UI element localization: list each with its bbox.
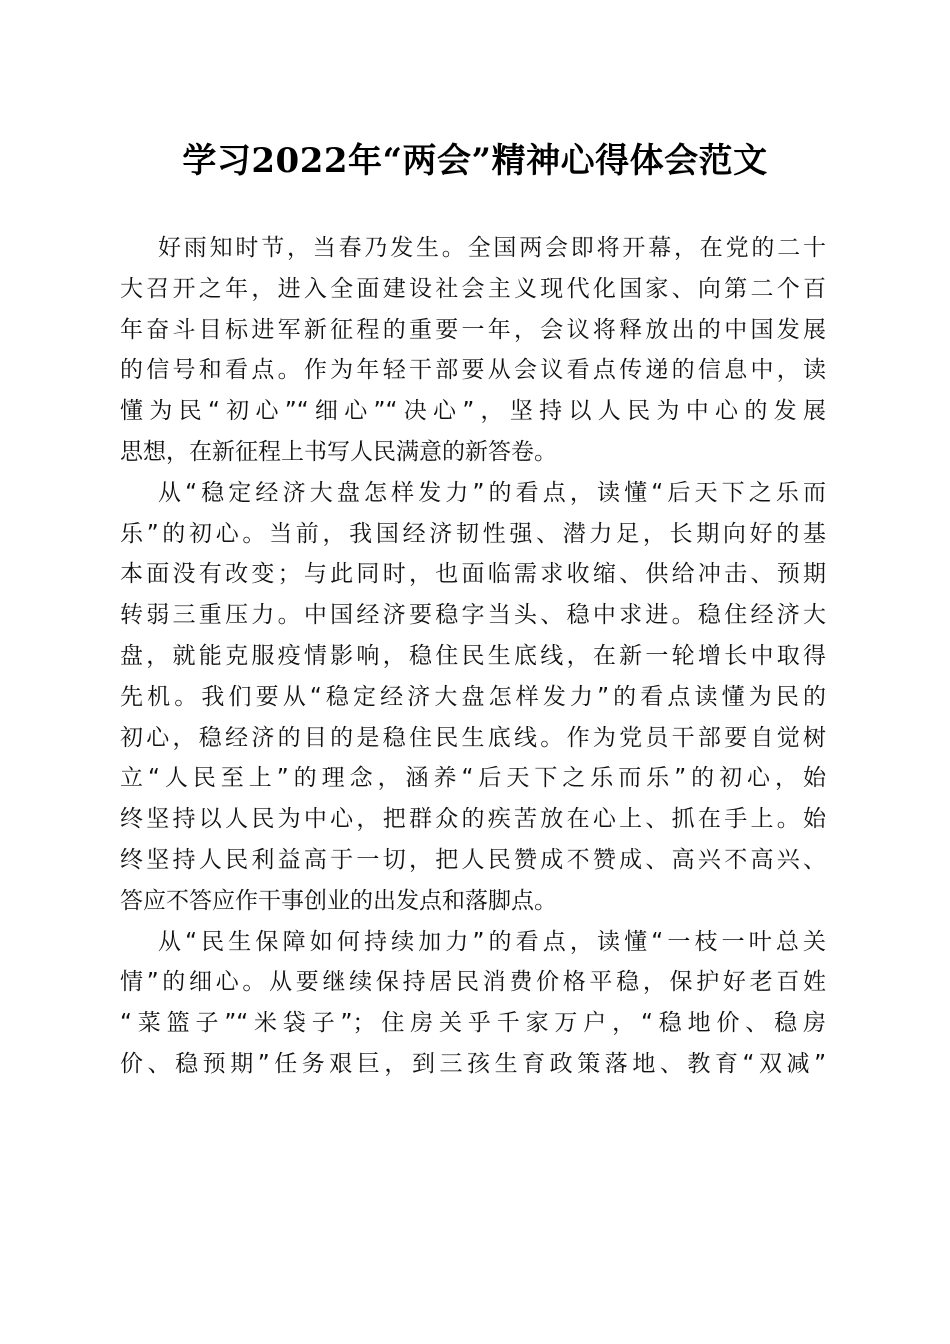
paragraph-2-line: 从“稳定经济大盘怎样发力”的看点，读懂“后天下之乐而	[158, 479, 826, 506]
paragraph-2-line: 初心，稳经济的目的是稳住民生底线。作为党员干部要自觉树	[120, 724, 826, 751]
paragraph-2-line: 终坚持人民利益高于一切，把人民赞成不赞成、高兴不高兴、	[120, 846, 826, 873]
paragraph-1-line: 大召开之年，进入全面建设社会主义现代化国家、向第二个百	[120, 275, 826, 302]
paragraph-1-line: 懂为民“初心”“细心”“决心”，坚持以人民为中心的发展	[120, 398, 826, 425]
paragraph-2-line: 本面没有改变；与此同时，也面临需求收缩、供给冲击、预期	[120, 561, 826, 588]
paragraph-3-line: 从“民生保障如何持续加力”的看点，读懂“一枝一叶总关	[158, 928, 826, 955]
paragraph-3-line: “菜篮子”“米袋子”；住房关乎千家万户，“稳地价、稳房	[120, 1010, 826, 1037]
document-body	[120, 228, 826, 1085]
paragraph-1-line: 年奋斗目标进军新征程的重要一年，会议将释放出的中国发展	[120, 316, 826, 343]
document-title: 学习2022年“两会”精神心得体会范文	[182, 141, 768, 181]
paragraph-2-line: 盘，就能克服疫情影响，稳住民生底线，在新一轮增长中取得	[120, 642, 826, 669]
paragraph-2-line: 先机。我们要从“稳定经济大盘怎样发力”的看点读懂为民的	[120, 683, 826, 710]
paragraph-2-line: 乐”的初心。当前，我国经济韧性强、潜力足，长期向好的基	[120, 520, 826, 547]
paragraph-3-line: 价、稳预期”任务艰巨，到三孩生育政策落地、教育“双减”	[120, 1050, 826, 1077]
paragraph-1-line: 思想，在新征程上书写人民满意的新答卷。	[120, 438, 557, 465]
paragraph-2-line: 转弱三重压力。中国经济要稳字当头、稳中求进。稳住经济大	[120, 602, 826, 629]
paragraph-2-line: 终坚持以人民为中心，把群众的疾苦放在心上、抓在手上。始	[120, 806, 826, 833]
paragraph-3-line: 情”的细心。从要继续保持居民消费价格平稳，保护好老百姓	[120, 969, 826, 996]
paragraph-1-line: 好雨知时节，当春乃发生。全国两会即将开幕，在党的二十	[158, 235, 826, 261]
paragraph-2-line: 答应不答应作干事创业的出发点和落脚点。	[120, 887, 557, 914]
paragraph-2-line: 立“人民至上”的理念，涵养“后天下之乐而乐”的初心，始	[120, 765, 826, 792]
paragraph-1-line: 的信号和看点。作为年轻干部要从会议看点传递的信息中，读	[120, 357, 826, 384]
